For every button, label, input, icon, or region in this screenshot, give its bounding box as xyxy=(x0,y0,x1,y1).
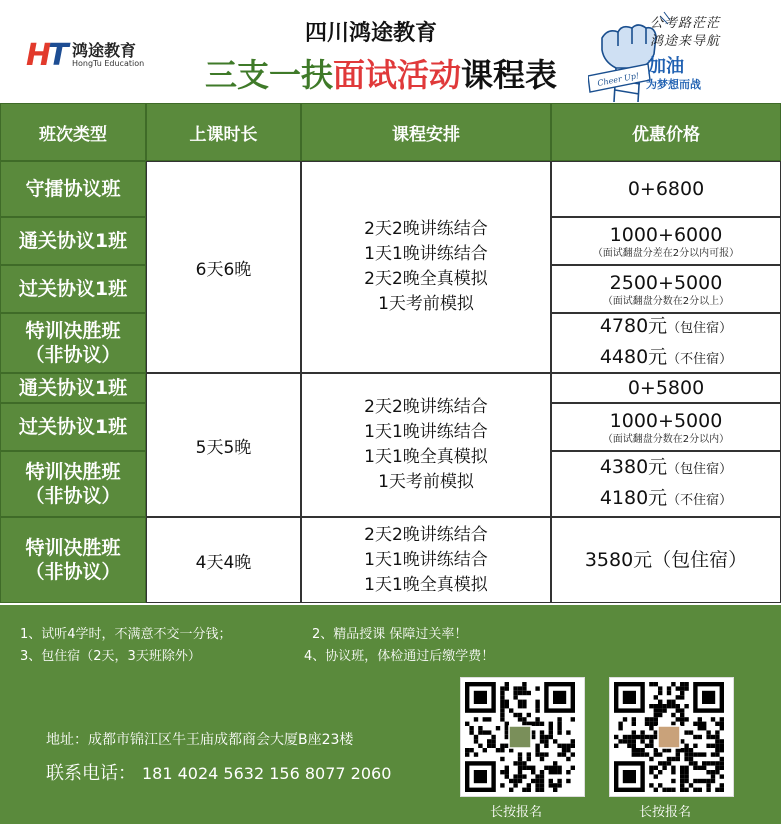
title-part-schedule: 课程表 xyxy=(461,56,558,94)
note-item: 2、精品授课 保障过关率！ xyxy=(312,627,468,642)
class-type-name: 特训决胜班 xyxy=(25,461,121,483)
price-value: 3580元（包住宿） xyxy=(584,549,748,571)
price-value: 1000+6000 xyxy=(609,223,723,246)
price-cell xyxy=(551,313,781,373)
price-note: （面试翻盘分差在2分以内可报） xyxy=(592,247,740,259)
class-type-cell: 守擂协议班 xyxy=(0,161,146,217)
schedule-line: 1天考前模拟 xyxy=(378,472,474,492)
class-type-qualifier: （非协议） xyxy=(25,561,121,583)
class-type-cell: 过关协议1班 xyxy=(0,403,146,451)
column-header-price: 优惠价格 xyxy=(551,103,781,161)
price-cell xyxy=(551,451,781,517)
schedule-line: 1天1晚全真模拟 xyxy=(364,574,488,595)
duration-cell: 6天6晚 xyxy=(146,161,301,373)
qr-caption: 长按报名 xyxy=(490,805,543,820)
price-with-lodging: 4780元（包住宿） xyxy=(599,315,733,337)
price-cell xyxy=(551,217,781,265)
price-without-lodging: 4480元（不住宿） xyxy=(599,346,733,368)
class-type-cell xyxy=(0,517,146,603)
notes-section xyxy=(0,603,781,677)
title-part-program: 三支一扶 xyxy=(205,56,334,94)
price-value: 0+5800 xyxy=(627,377,705,399)
price-cell xyxy=(551,373,781,403)
duration-cell: 5天5晚 xyxy=(146,373,301,517)
qr-code-icon xyxy=(465,682,580,792)
qr-caption: 长按报名 xyxy=(639,805,692,820)
class-type-cell: 通关协议1班 xyxy=(0,217,146,265)
price-with-lodging: 4380元（包住宿） xyxy=(599,456,733,478)
ht-logo-mark: HT xyxy=(26,38,66,73)
schedule-line: 2天2晚讲练结合 xyxy=(364,524,488,545)
column-header-schedule: 课程安排 xyxy=(301,103,551,161)
column-header-duration: 上课时长 xyxy=(146,103,301,161)
class-type-cell: 通关协议1班 xyxy=(0,373,146,403)
schedule-line: 1天1晚全真模拟 xyxy=(364,447,488,467)
note-item: 3、包住宿（2天，3天班除外） xyxy=(20,649,201,664)
class-type-qualifier: （非协议） xyxy=(25,344,121,366)
qr-code-icon xyxy=(614,682,729,792)
logo-chinese-name: 鸿途教育 xyxy=(72,41,137,60)
cheer-subtext: 为梦想而战 xyxy=(646,78,701,91)
hongtu-logo xyxy=(26,36,156,76)
title-part-event: 面试活动 xyxy=(333,56,462,94)
course-schedule-table xyxy=(0,103,781,603)
logo-english-name: HongTu Education xyxy=(72,59,145,68)
header-banner xyxy=(0,0,781,103)
phone-line xyxy=(46,759,391,785)
price-value: 2500+5000 xyxy=(609,271,723,294)
cheer-badge-text: Cheer Up! xyxy=(596,71,640,88)
price-note: （面试翻盘分数在2分以内） xyxy=(602,433,730,445)
price-note: （面试翻盘分数在2分以上） xyxy=(602,295,730,307)
price-value: 0+6800 xyxy=(627,178,705,200)
contact-footer xyxy=(0,677,781,824)
class-type-cell xyxy=(0,451,146,517)
duration-cell: 4天4晚 xyxy=(146,517,301,603)
schedule-line: 1天考前模拟 xyxy=(378,294,474,314)
schedule-cell xyxy=(301,161,551,373)
phone-label: 联系电话： xyxy=(46,763,136,784)
note-item: 1、试听4学时，不满意不交一分钱； xyxy=(20,627,232,642)
schedule-line: 1天1晚讲练结合 xyxy=(364,244,488,264)
price-cell xyxy=(551,517,781,603)
price-cell xyxy=(551,265,781,313)
page-title xyxy=(205,50,557,96)
cheer-text: 加油 xyxy=(648,56,684,77)
schedule-line: 2天2晚全真模拟 xyxy=(364,269,488,289)
phone-numbers: 181 4024 5632 156 8077 2060 xyxy=(142,764,392,783)
class-type-cell xyxy=(0,313,146,373)
price-cell xyxy=(551,161,781,217)
schedule-line: 2天2晚讲练结合 xyxy=(364,219,488,239)
price-value: 1000+5000 xyxy=(609,409,723,432)
schedule-cell xyxy=(301,373,551,517)
schedule-line: 1天1晚讲练结合 xyxy=(364,422,488,442)
class-type-cell: 过关协议1班 xyxy=(0,265,146,313)
class-type-name: 特训决胜班 xyxy=(25,537,121,559)
schedule-line: 2天2晚讲练结合 xyxy=(364,397,488,417)
slogan-line-2: 鸿途来导航 xyxy=(650,34,721,49)
class-type-qualifier: （非协议） xyxy=(25,485,121,507)
note-item: 4、协议班，体检通过后缴学费！ xyxy=(304,649,495,664)
class-type-name: 特训决胜班 xyxy=(25,320,121,342)
organization-name: 四川鸿途教育 xyxy=(305,21,438,46)
address-text: 地址：成都市锦江区牛王庙成都商会大厦B座23楼 xyxy=(46,732,354,748)
qr-code-1[interactable] xyxy=(460,677,585,797)
price-without-lodging: 4180元（不住宿） xyxy=(599,487,733,509)
slogan-line-1: 公考路茫茫 xyxy=(650,16,721,31)
schedule-line: 1天1晚讲练结合 xyxy=(364,549,488,570)
price-cell xyxy=(551,403,781,451)
qr-code-2[interactable] xyxy=(609,677,734,797)
column-header-class-type: 班次类型 xyxy=(0,103,146,161)
schedule-cell xyxy=(301,517,551,603)
